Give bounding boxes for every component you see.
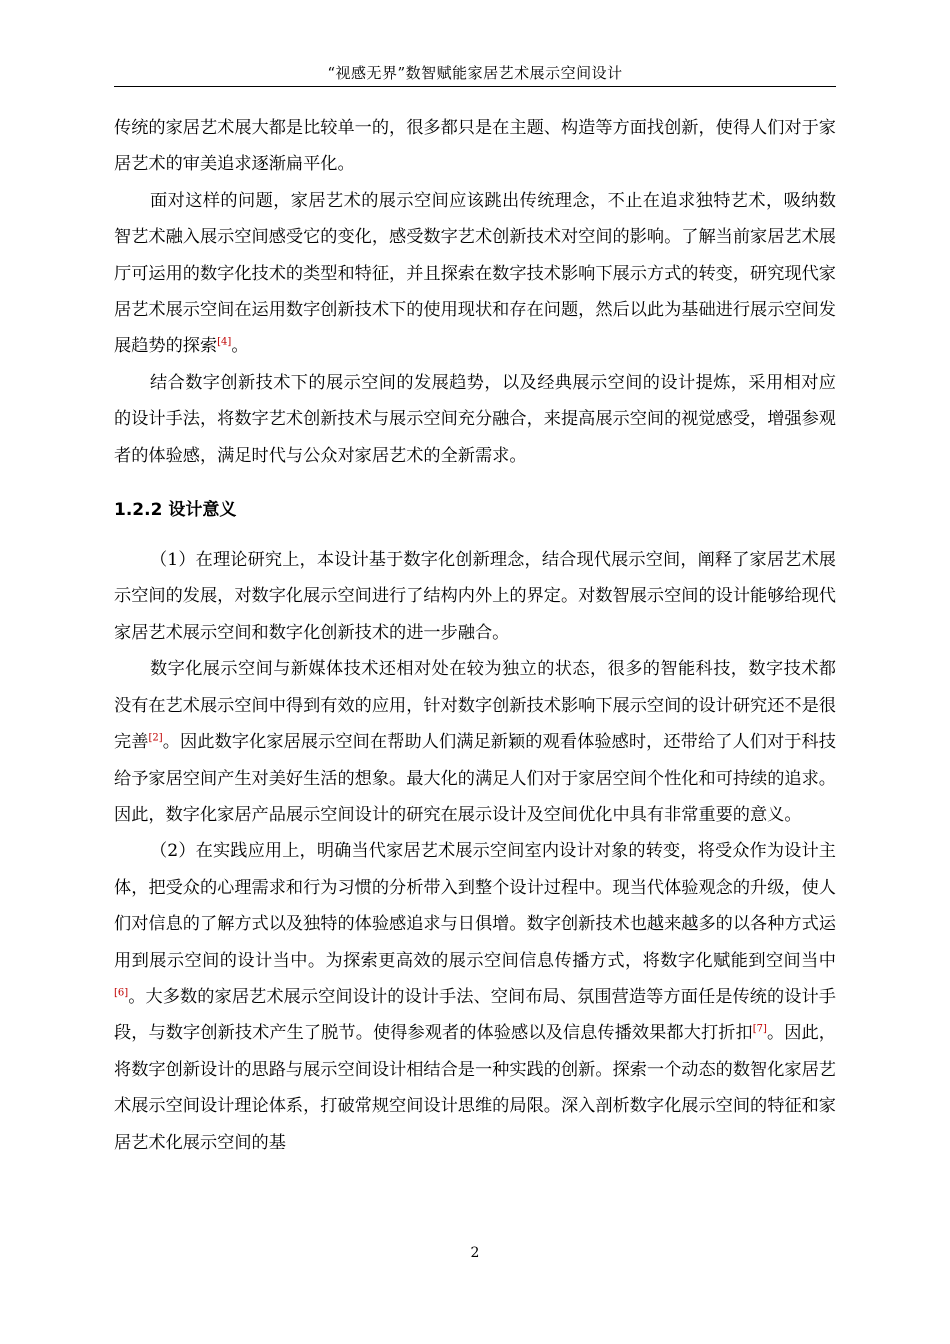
paragraph-1: 传统的家居艺术展大都是比较单一的，很多都只是在主题、构造等方面找创新，使得人们对于家居艺术的审美追求逐渐扁平化。 <box>114 118 836 175</box>
citation-ref-7[interactable]: [7] <box>752 1023 767 1035</box>
page-number: 2 <box>470 1245 480 1261</box>
paragraph-5-text: 数字化展示空间与新媒体技术还相对处在较为独立的状态，很多的智能科技，数字技术都没有在艺术展示空间中得到有效的应用，针对数字创新技术影响下展示空间的设计研究还不是很完善 <box>114 659 836 753</box>
citation-ref-4[interactable]: [4] <box>217 336 232 348</box>
paragraph-6 <box>114 833 836 1161</box>
paragraph-3: 结合数字创新技术下的展示空间的发展趋势，以及经典展示空间的设计提炼，采用相对应的设计手法，将数字艺术创新技术与展示空间充分融合，来提高展示空间的视觉感受，增强参观者的体验感，满足时代与公众对家居艺术的全新需求。 <box>114 372 836 466</box>
paragraph-2 <box>114 183 836 365</box>
paragraph-2-end: 。 <box>231 336 249 357</box>
paragraph-2-text: 面对这样的问题，家居艺术的展示空间应该跳出传统理念，不止在追求独特艺术，吸纳数智艺术融入展示空间感受它的变化，感受数字艺术创新技术对空间的影响。了解当前家居艺术展厅可运用的数字化技术的类型和特征，并且探索在数字技术影响下展示方式的转变，研究现代家居艺术展示空间在运用数字创新技术下的使用现状和存在问题，然后以此为基础进行展示空间发展趋势的探索 <box>114 190 836 357</box>
citation-ref-2[interactable]: [2] <box>148 732 163 744</box>
paragraph-5-rest: 。因此数字化家居展示空间在帮助人们满足新颖的观看体验感时，还带给了人们对于科技给予家居空间产生对美好生活的想象。最大化的满足人们对于家居空间个性化和可持续的追求。因此，数字化家居产品展示空间设计的研究在展示设计及空间优化中具有非常重要的意义。 <box>114 732 836 825</box>
paragraph-6-text: （2）在实践应用上，明确当代家居艺术展示空间室内设计对象的转变，将受众作为设计主体，把受众的心理需求和行为习惯的分析带入到整个设计过程中。现当代体验观念的升级，使人们对信息的了解方式以及独特的体验感追求与日俱增。数字创新技术也越来越多的以各种方式运用到展示空间的设计当中。为探索更高效的展示空间信息传播方式，将数字化赋能到空间当中 <box>114 841 836 971</box>
paragraph-4: （1）在理论研究上，本设计基于数字化创新理念，结合现代展示空间，阐释了家居艺术展示空间的发展，对数字化展示空间进行了结构内外上的界定。对数智展示空间的设计能够给现代家居艺术展示空间和数字化创新技术的进一步融合。 <box>114 550 836 643</box>
header-rule <box>114 86 836 87</box>
paragraph-6-rest: 。因此，将数字创新设计的思路与展示空间设计相结合是一种实践的创新。探索一个动态的数智化家居艺术展示空间设计理论体系，打破常规空间设计思维的局限。深入剖析数字化展示空间的特征和家居艺术化展示空间的基 <box>114 1023 836 1153</box>
section-heading: 1.2.2 设计意义 <box>114 500 237 521</box>
paragraph-6-middle: 。大多数的家居艺术展示空间设计的设计手法、空间布局、氛围营造等方面任是传统的设计手段，与数字创新技术产生了脱节。使得参观者的体验感以及信息传播效果都大打折扣 <box>114 986 836 1044</box>
citation-ref-6[interactable]: [6] <box>114 987 129 999</box>
paragraph-5 <box>114 651 836 833</box>
running-header: “视感无界”数智赋能家居艺术展示空间设计 <box>327 64 623 82</box>
body-text <box>114 110 836 1161</box>
